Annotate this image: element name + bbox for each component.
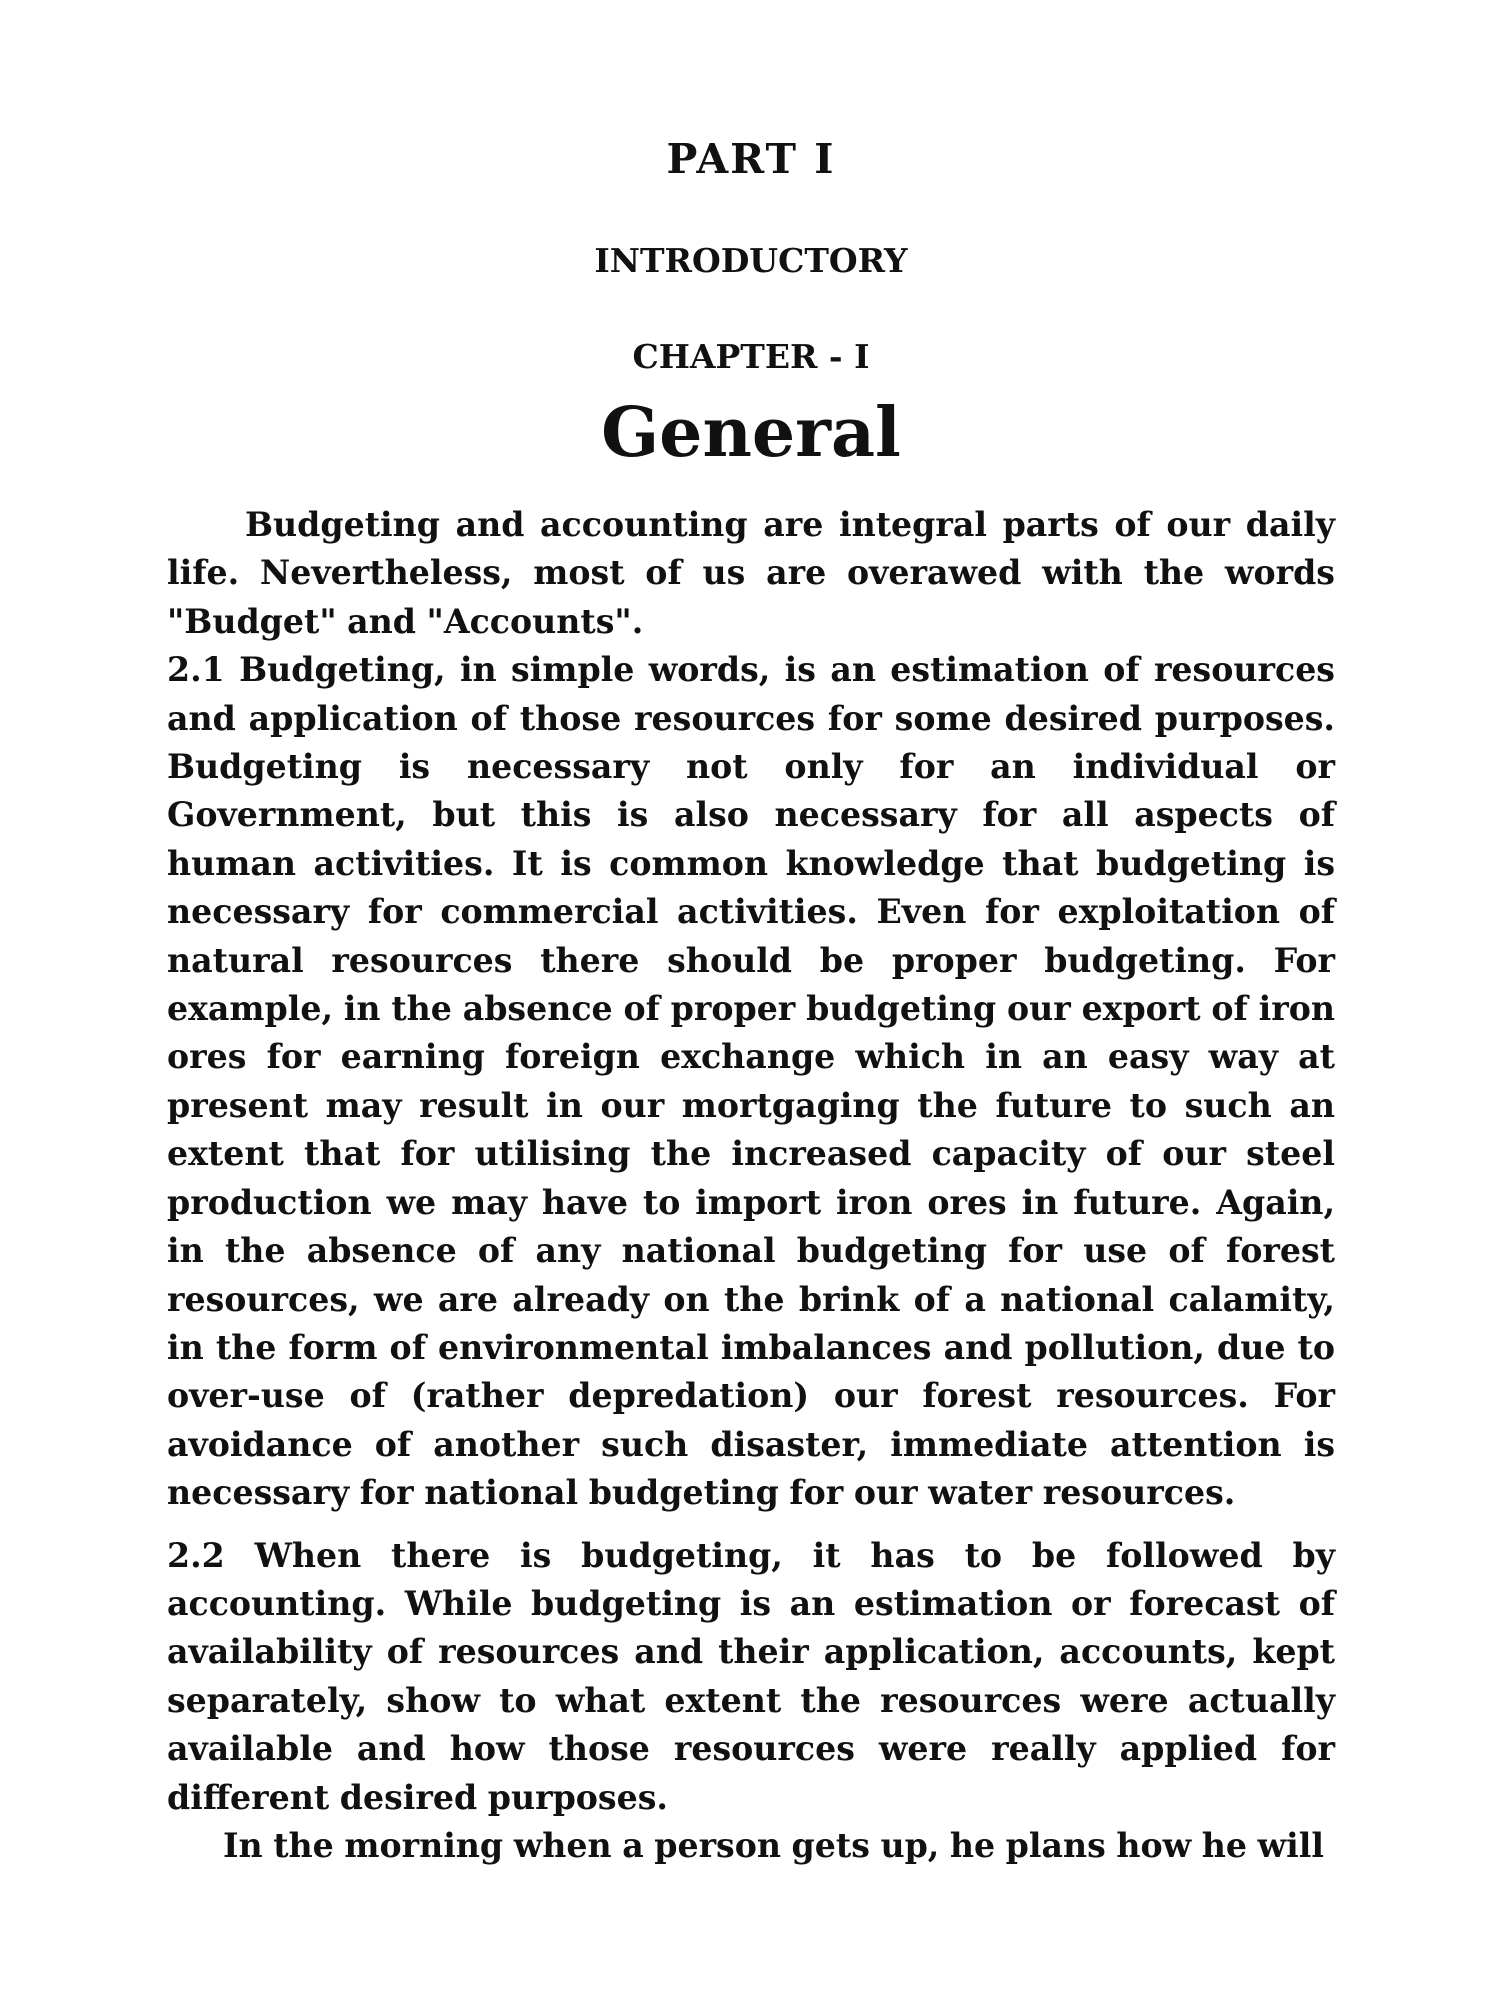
paragraph-intro: Budgeting and accounting are integral parts of our daily life. Nevertheless, most of us are overawed with the words "Budget" and "Accounts". [167,505,1335,641]
chapter-heading: CHAPTER - I [632,337,870,376]
part-heading: PART I [666,135,836,183]
paragraph-2-2: 2.2 When there is budgeting, it has to be followed by accounting. While budgeting is an estimation or forecast of availability of resources and their application, accounts, kept separately, show to what extent the resources were actually available and how those resources were really applied for different desired purposes. [167,1535,1335,1817]
body-text [167,501,1335,1870]
chapter-title: General [601,393,901,473]
paragraph-continued: In the morning when a person gets up, he plans how he will [223,1825,1324,1865]
paragraph-2-1: 2.1 Budgeting, in simple words, is an estimation of resources and application of those resources for some desired purposes. Budgeting is necessary not only for an individual or Government, but this is also necessary for all aspects of human activities. It is common knowledge that budgeting is necessary for commercial activities. Even for exploitation of natural resources there should be proper budgeting. For example, in the absence of proper budgeting our export of iron ores for earning foreign exchange which in an easy way at present may result in our mortgaging the future to such an extent that for utilising the increased capacity of our steel production we may have to import iron ores in future. Again, in the absence of any national budgeting for use of forest resources, we are already on the brink of a national calamity, in the form of environmental imbalances and pollution, due to over-use of (rather depredation) our forest resources. For avoidance of another such disaster, immediate attention is necessary for national budgeting for our water resources. [167,650,1335,1513]
section-heading: INTRODUCTORY [594,241,908,280]
